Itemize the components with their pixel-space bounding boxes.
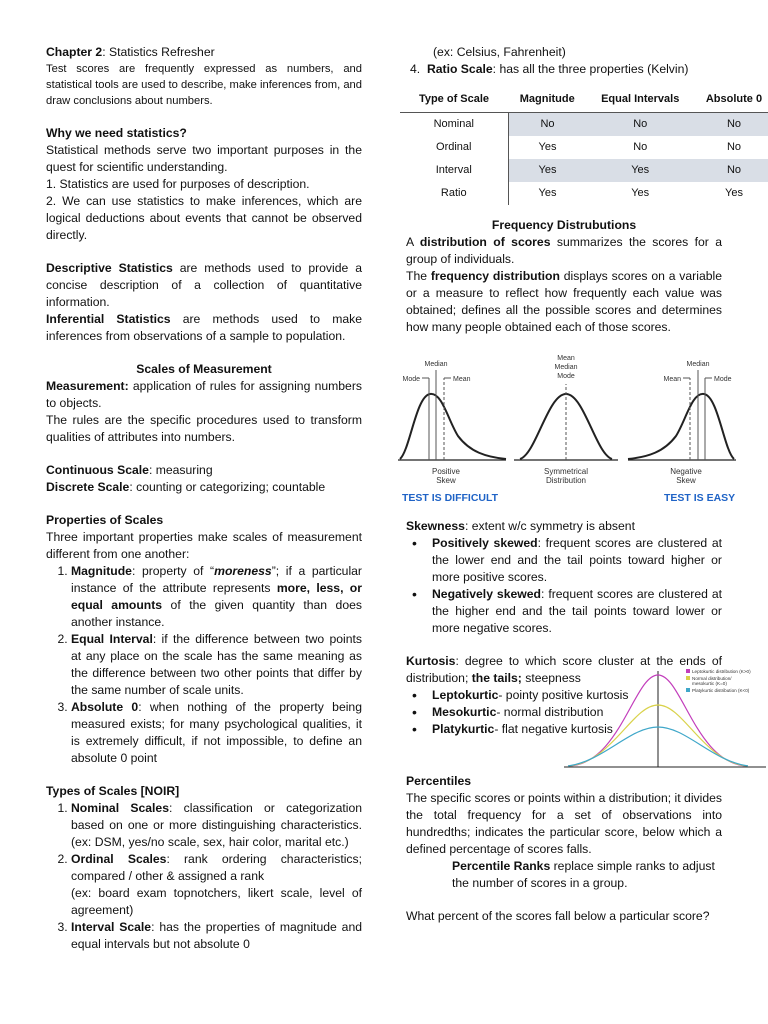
test-difficult-label: TEST IS DIFFICULT xyxy=(402,492,499,504)
test-easy-label: TEST IS EASY xyxy=(664,492,736,504)
table-cell: No xyxy=(586,113,693,137)
positive-median-label: Median xyxy=(424,361,448,368)
kurtosis-text: : degree to which score cluster at the ends of distribution; xyxy=(406,654,722,685)
table-cell: Nominal xyxy=(400,113,508,137)
sym-median-label: Median xyxy=(554,364,578,371)
intro-paragraph: Test scores are frequently expressed as numbers, and statistical tools are used to describe, make inferences from, and draw conclusions about numbers. xyxy=(46,63,362,107)
legend-lepto: Leptokurtic distribution (K>0) xyxy=(692,669,751,674)
negative-mode-label: Mode xyxy=(714,376,732,383)
table-cell: Yes xyxy=(538,141,557,153)
skew-term: Positively skewed xyxy=(432,536,538,550)
table-cell: Yes xyxy=(586,159,693,182)
left-column xyxy=(46,44,362,953)
why-paragraph: Statistical methods serve two important purposes in the quest for scientific understanding. xyxy=(46,143,362,174)
kurtosis-desc: - normal distribution xyxy=(496,705,604,719)
mesokurtic-item xyxy=(432,704,642,721)
legend-swatch-lepto xyxy=(686,669,690,673)
distribution-paragraph xyxy=(406,234,722,268)
measurement-term: Measurement: xyxy=(46,379,129,393)
text-run: displays scores on a variable or a measure to reflect how frequently each value was obtained; defines all the possible scores and determines how many people obtained each of those scores. xyxy=(406,269,722,334)
types-heading: Types of Scales [NOIR] xyxy=(46,784,180,798)
type-example: (ex: board exam topnotchers, likert scale, level of agreement) xyxy=(71,886,362,917)
positive-skew-curve xyxy=(400,394,506,459)
kurtosis-desc: - pointy positive kurtosis xyxy=(498,688,629,702)
property-text: : property of “ xyxy=(131,564,215,578)
type-text: : has all the three properties (Kelvin) xyxy=(492,62,689,76)
percentile-ranks-term: Percentile Ranks xyxy=(452,859,551,873)
sym-caption-1: Symmetrical xyxy=(543,467,589,476)
properties-intro: Three important properties make scales of measurement different from one another: xyxy=(46,530,362,561)
skew-figure xyxy=(396,350,736,510)
table-cell: Yes xyxy=(725,187,743,199)
legend-platy: Platykurtic distribution (K<0) xyxy=(692,688,750,693)
text-run: A xyxy=(406,235,420,249)
table-header: Absolute 0 xyxy=(705,93,763,105)
continuous-term: Continuous Scale xyxy=(46,463,149,477)
table-row xyxy=(400,182,768,205)
property-magnitude xyxy=(71,563,362,631)
table-header-row xyxy=(400,84,768,113)
percentile-ranks-paragraph xyxy=(406,858,722,892)
skewness-text: : extent w/c symmetry is absent xyxy=(464,519,635,533)
positively-skewed-item xyxy=(432,535,722,586)
table-cell: No xyxy=(694,113,768,137)
kurtosis-type: Platykurtic xyxy=(432,722,495,736)
right-column xyxy=(402,44,763,925)
distribution-term: distribution of scores xyxy=(419,235,551,249)
property-text: : if the difference between two points at any place on the scale has the same meaning as the difference between two other points that differ by the same number of scale units. xyxy=(71,632,363,697)
table-cell: No xyxy=(726,141,741,153)
continuous-text: : measuring xyxy=(148,463,213,477)
why-heading: Why we need statistics? xyxy=(46,126,187,140)
types-list xyxy=(46,800,362,953)
table-cell: No xyxy=(694,159,768,182)
scales-heading: Scales of Measurement xyxy=(136,362,272,376)
kurtosis-desc: - flat negative kurtosis xyxy=(494,722,613,736)
inferential-term: Inferential Statistics xyxy=(46,312,171,326)
property-emphasis: moreness xyxy=(214,564,272,578)
table-cell: No xyxy=(508,113,586,137)
property-term: Equal Interval xyxy=(71,632,153,646)
negative-skew-curve xyxy=(628,394,734,459)
percentiles-paragraph: The specific scores or points within a distribution; it divides the total frequency for a set of observations into hundredths; indicates the particular score, below which a defined percentage of scores falls. xyxy=(406,791,722,856)
kurtosis-tails: the tails; xyxy=(471,671,522,685)
symmetrical-plot xyxy=(514,355,618,485)
type-term: Ordinal Scales xyxy=(71,852,167,866)
inferential-paragraph xyxy=(46,311,362,345)
type-interval xyxy=(71,919,362,953)
skewness-term: Skewness xyxy=(406,519,465,533)
kurtosis-term: Kurtosis xyxy=(406,654,456,668)
sym-mode-label: Mode xyxy=(557,373,575,380)
text-run: summarizes the scores for a group of individuals. xyxy=(406,235,722,266)
scales-table xyxy=(400,84,768,205)
chapter-heading xyxy=(46,44,362,61)
rules-paragraph: The rules are the specific procedures used to transform qualities of attributes into numbers. xyxy=(46,413,362,444)
type-text: : rank ordering characteristics; compared / other & assigned a rank xyxy=(71,852,362,883)
kurtosis-text: steepness xyxy=(521,671,581,685)
legend-meso-2: mesokurtic (K=0) xyxy=(692,681,727,686)
chapter-label: Chapter 2 xyxy=(46,45,103,59)
table-row xyxy=(400,113,768,137)
freq-heading: Frequency Distrubutions xyxy=(491,218,637,232)
skew-diagram xyxy=(396,350,736,510)
positive-mean-label: Mean xyxy=(453,376,471,383)
properties-heading: Properties of Scales xyxy=(46,513,164,527)
kurtosis-section xyxy=(406,653,751,773)
positive-caption-1: Positive xyxy=(431,467,461,476)
table-cell: Yes xyxy=(508,159,586,182)
percentile-ranks-text: replace simple ranks to adjust the number of scores in a group. xyxy=(452,859,715,890)
descriptive-paragraph xyxy=(46,260,362,311)
legend-meso-1: Normal distribution/ xyxy=(692,676,732,681)
table-cell: Ordinal xyxy=(400,136,508,159)
negative-mean-label: Mean xyxy=(663,376,681,383)
type-term: Nominal Scales xyxy=(71,801,169,815)
why-item-2: 2. We can use statistics to make inferences, which are logical deductions about events that cannot be observed directly. xyxy=(46,194,362,242)
interval-example: (ex: Celsius, Fahrenheit) xyxy=(433,45,566,59)
properties-list xyxy=(46,563,362,767)
property-absolute-zero xyxy=(71,699,362,767)
platykurtic-item xyxy=(432,721,642,738)
property-term: Absolute 0 xyxy=(71,700,139,714)
measurement-text: application of rules for assigning numbers to objects. xyxy=(46,379,362,410)
sym-caption-2: Distribution xyxy=(545,476,587,485)
kurtosis-type: Leptokurtic xyxy=(432,688,499,702)
table-cell: No xyxy=(633,141,648,153)
negative-median-label: Median xyxy=(686,361,710,368)
type-nominal xyxy=(71,800,362,851)
type-text: : classification or categorization based on one or more distinguishing characteristics. (ex: DSM, yes/no scale, sex, hair color, marital etc.) xyxy=(71,801,362,849)
descriptive-text: are methods used to provide a concise description of a collection of quantitative information. xyxy=(46,261,362,309)
positive-skew-plot xyxy=(398,361,506,485)
positive-caption-2: Skew xyxy=(436,476,456,485)
continuous-line xyxy=(46,462,362,479)
text-run: The xyxy=(406,269,431,283)
table-cell: Interval xyxy=(400,159,508,182)
negative-caption-1: Negative xyxy=(670,467,702,476)
discrete-line xyxy=(46,479,362,496)
table-cell: Ratio xyxy=(400,182,508,205)
property-text: : when nothing of the property being measured exists; for many psychological qualities, it is extremely difficult, if not impossible, to define an absolute 0 point xyxy=(71,700,362,765)
negative-caption-2: Skew xyxy=(676,476,696,485)
type-term: Interval Scale xyxy=(71,920,152,934)
discrete-term: Discrete Scale xyxy=(46,480,130,494)
table-header: Equal Intervals xyxy=(601,93,680,105)
chapter-title: : Statistics Refresher xyxy=(102,45,215,59)
skew-text: : frequent scores are clustered at the higher end and the tail points toward lower or more negative scores. xyxy=(432,587,722,635)
legend-swatch-meso xyxy=(686,676,690,680)
skew-term: Negatively skewed xyxy=(432,587,541,601)
type-ratio xyxy=(406,61,722,78)
property-strong: more, less, or equal amounts xyxy=(71,581,362,612)
property-equal-interval xyxy=(71,631,362,699)
discrete-text: : counting or categorizing; countable xyxy=(129,480,326,494)
positive-mode-label: Mode xyxy=(402,376,420,383)
table-row xyxy=(400,159,768,182)
skew-list xyxy=(406,535,722,637)
kurtosis-type: Mesokurtic xyxy=(432,705,497,719)
leptokurtic-item xyxy=(432,687,642,704)
legend-swatch-platy xyxy=(686,688,690,692)
kurtosis-list xyxy=(406,687,642,738)
percentiles-heading: Percentiles xyxy=(406,774,472,788)
table-cell: Yes xyxy=(631,187,650,199)
property-text: ”; if a particular instance of the attribute represents xyxy=(71,564,362,595)
measurement-paragraph xyxy=(46,378,362,412)
descriptive-term: Descriptive Statistics xyxy=(46,261,173,275)
inferential-text: are methods used to make inferences from observations of a sample to population. xyxy=(46,312,362,343)
type-text: : has the properties of magnitude and equal intervals but not absolute 0 xyxy=(71,920,362,951)
type-number: 4. xyxy=(410,62,421,76)
type-ordinal xyxy=(71,851,362,919)
table-row xyxy=(400,136,768,159)
negatively-skewed-item xyxy=(432,586,722,637)
skewness-line xyxy=(406,518,722,535)
question-line: What percent of the scores fall below a particular score? xyxy=(406,909,710,923)
type-term: Ratio Scale xyxy=(426,62,493,76)
skew-text: : frequent scores are clustered at the lower end and the tail points toward higher or more positive scores. xyxy=(432,536,722,584)
sym-mean-label: Mean xyxy=(557,355,575,362)
why-item-1: 1. Statistics are used for purposes of description. xyxy=(46,177,310,191)
frequency-term: frequency distribution xyxy=(430,269,560,283)
frequency-paragraph xyxy=(406,268,722,336)
negative-skew-plot xyxy=(628,361,736,485)
table-header: Type of Scale xyxy=(418,93,490,105)
table-cell: Yes xyxy=(538,187,557,199)
property-term: Magnitude xyxy=(71,564,132,578)
table-header: Magnitude xyxy=(519,93,575,105)
property-text: of the given quantity than does another instance. xyxy=(71,598,362,629)
